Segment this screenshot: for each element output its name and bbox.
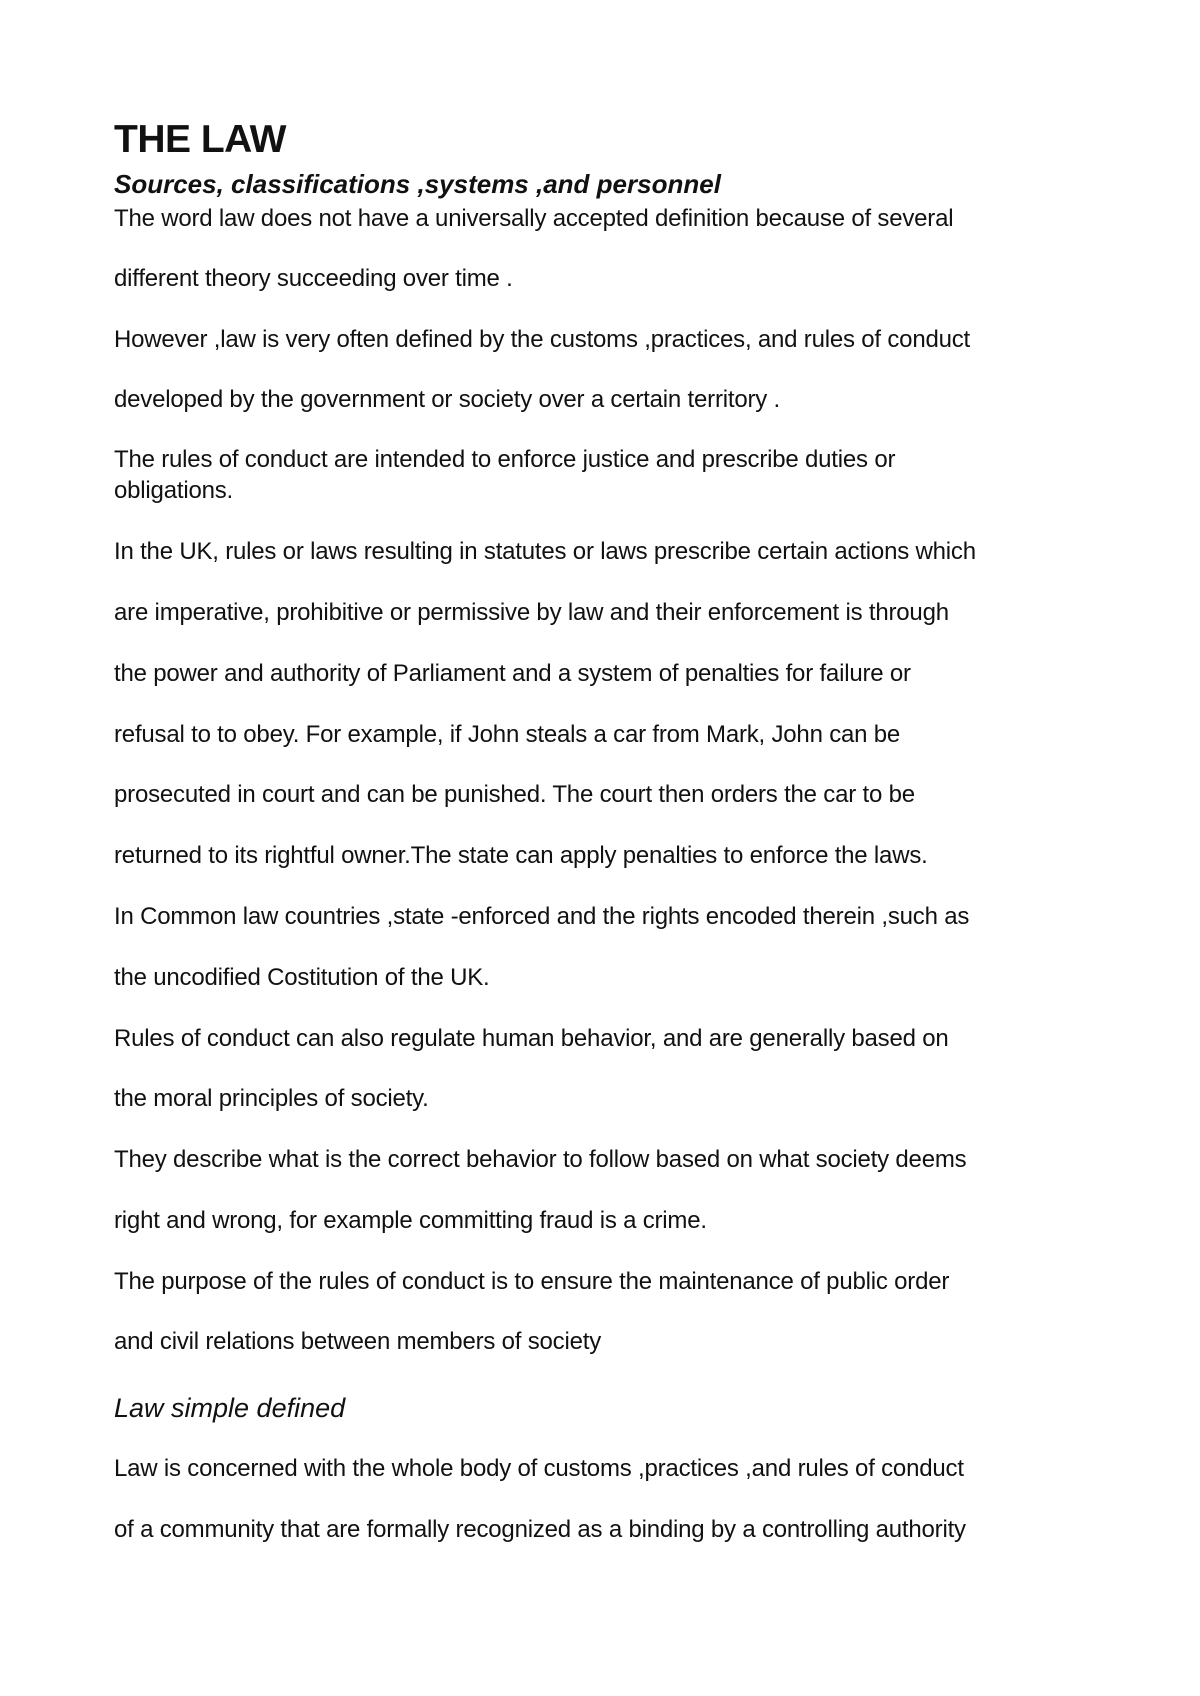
paragraph-line: and civil relations between members of society — [114, 1328, 602, 1355]
document-subtitle: Sources, classifications ,systems ,and personnel — [114, 169, 721, 199]
paragraph-line: They describe what is the correct behavior to follow based on what society deems — [114, 1146, 967, 1173]
paragraph-line: The word law does not have a universally accepted definition because of several — [114, 205, 954, 232]
paragraph-line: the power and authority of Parliament and a system of penalties for failure or — [114, 660, 911, 687]
paragraph-line: the uncodified Costitution of the UK. — [114, 964, 490, 991]
paragraph-line: In the UK, rules or laws resulting in statutes or laws prescribe certain actions which — [114, 538, 976, 565]
paragraph-line: Law is concerned with the whole body of customs ,practices ,and rules of conduct — [114, 1455, 964, 1482]
paragraph-line: the moral principles of society. — [114, 1085, 429, 1112]
paragraph-line: returned to its rightful owner.The state can apply penalties to enforce the laws. — [114, 842, 928, 869]
paragraph-line: are imperative, prohibitive or permissive by law and their enforcement is through — [114, 599, 949, 626]
paragraph-line: developed by the government or society over a certain territory . — [114, 386, 781, 413]
paragraph-line: Rules of conduct can also regulate human behavior, and are generally based on — [114, 1025, 949, 1052]
paragraph-line: refusal to to obey. For example, if John steals a car from Mark, John can be — [114, 721, 901, 748]
paragraph-line: In Common law countries ,state -enforced and the rights encoded therein ,such as — [114, 903, 970, 930]
paragraph-line: The rules of conduct are intended to enforce justice and prescribe duties or — [114, 446, 896, 473]
paragraph-line: The purpose of the rules of conduct is to ensure the maintenance of public order — [114, 1268, 950, 1295]
paragraph-line: of a community that are formally recognized as a binding by a controlling authority — [114, 1516, 966, 1543]
paragraph-line: obligations. — [114, 477, 234, 504]
paragraph-line: right and wrong, for example committing fraud is a crime. — [114, 1207, 707, 1234]
document-title: THE LAW — [114, 118, 286, 161]
paragraph-line: However ,law is very often defined by the customs ,practices, and rules of conduct — [114, 326, 971, 353]
paragraph-line: prosecuted in court and can be punished. The court then orders the car to be — [114, 781, 915, 808]
section-heading: Law simple defined — [114, 1393, 346, 1423]
paragraph-line: different theory succeeding over time . — [114, 265, 513, 292]
